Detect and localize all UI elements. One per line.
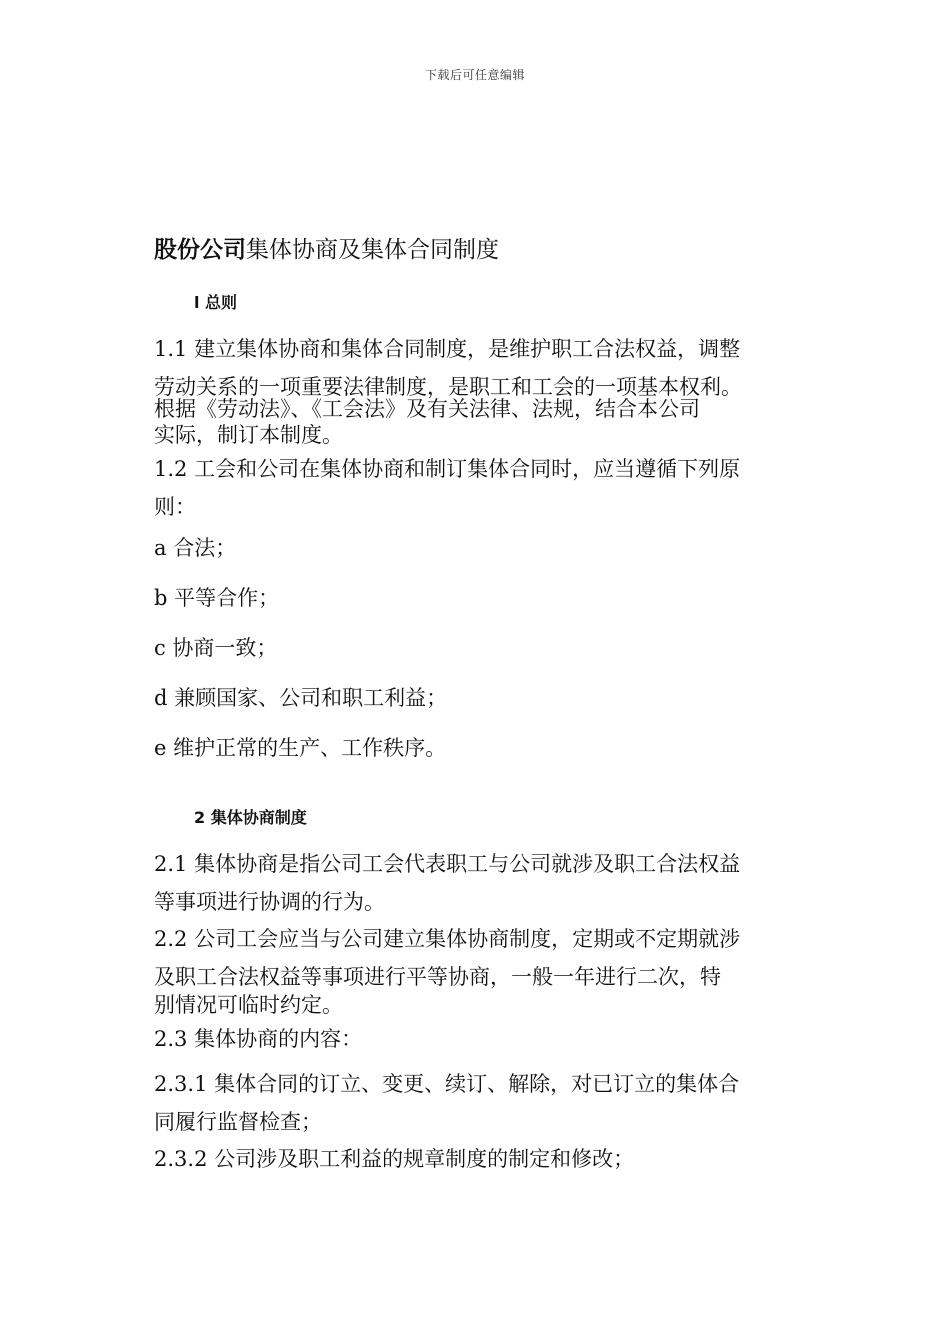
paragraph-line: 等事项进行协调的行为。	[154, 890, 385, 914]
document-title	[154, 232, 814, 268]
paragraph-line: 实际，制订本制度。	[154, 423, 343, 447]
list-item: b 平等合作；	[154, 586, 280, 610]
document-content	[154, 232, 814, 1181]
list-item: e 维护正常的生产、工作秩序。	[154, 736, 447, 760]
paragraph-line: 则：	[154, 495, 196, 519]
paragraph-line: 及职工合法权益等事项进行平等协商，一般一年进行二次，特	[154, 965, 721, 989]
list-item: c 协商一致；	[154, 636, 278, 660]
paragraph-2-3-1	[154, 1069, 814, 1138]
header-note: 下载后可任意编辑	[424, 68, 525, 82]
paragraph-line: 同履行监督检查；	[154, 1110, 322, 1134]
paragraph-line: 1.1 建立集体协商和集体合同制度，是维护职工合法权益，调整	[154, 337, 741, 361]
paragraph-line: 2.3.1 集体合同的订立、变更、续订、解除，对已订立的集体合	[154, 1072, 740, 1096]
paragraph-line: 2.2 公司工会应当与公司建立集体协商制度，定期或不定期就涉	[154, 927, 741, 951]
section-heading-general: l 总则	[194, 293, 238, 312]
list-item: d 兼顾国家、公司和职工利益；	[154, 686, 448, 710]
title-normal-part: 集体协商及集体合同制度	[246, 237, 499, 263]
paragraph-2-3-2: 2.3.2 公司涉及职工利益的规章制度的制定和修改；	[154, 1147, 635, 1171]
paragraph-line: 1.2 工会和公司在集体协商和制订集体合同时，应当遵循下列原	[154, 457, 741, 481]
paragraph-line: 根据《劳动法》、《工会法》及有关法律、法规，结合本公司	[154, 397, 700, 421]
section-heading-negotiation: 2 集体协商制度	[194, 808, 307, 827]
title-bold-part: 股份公司	[154, 236, 246, 263]
paragraph-2-3: 2.3 集体协商的内容：	[154, 1027, 363, 1051]
paragraph-2-2	[154, 924, 814, 1018]
paragraph-line: 别情况可临时约定。	[154, 993, 343, 1017]
paragraph-line: 2.1 集体协商是指公司工会代表职工与公司就涉及职工合法权益	[154, 852, 741, 876]
paragraph-1-2	[154, 454, 814, 523]
paragraph-line: 劳动关系的一项重要法律制度，是职工和工会的一项基本权利。	[154, 375, 742, 399]
paragraph-1-1	[154, 334, 814, 448]
paragraph-2-1	[154, 849, 814, 918]
list-item: a 合法；	[154, 536, 237, 560]
